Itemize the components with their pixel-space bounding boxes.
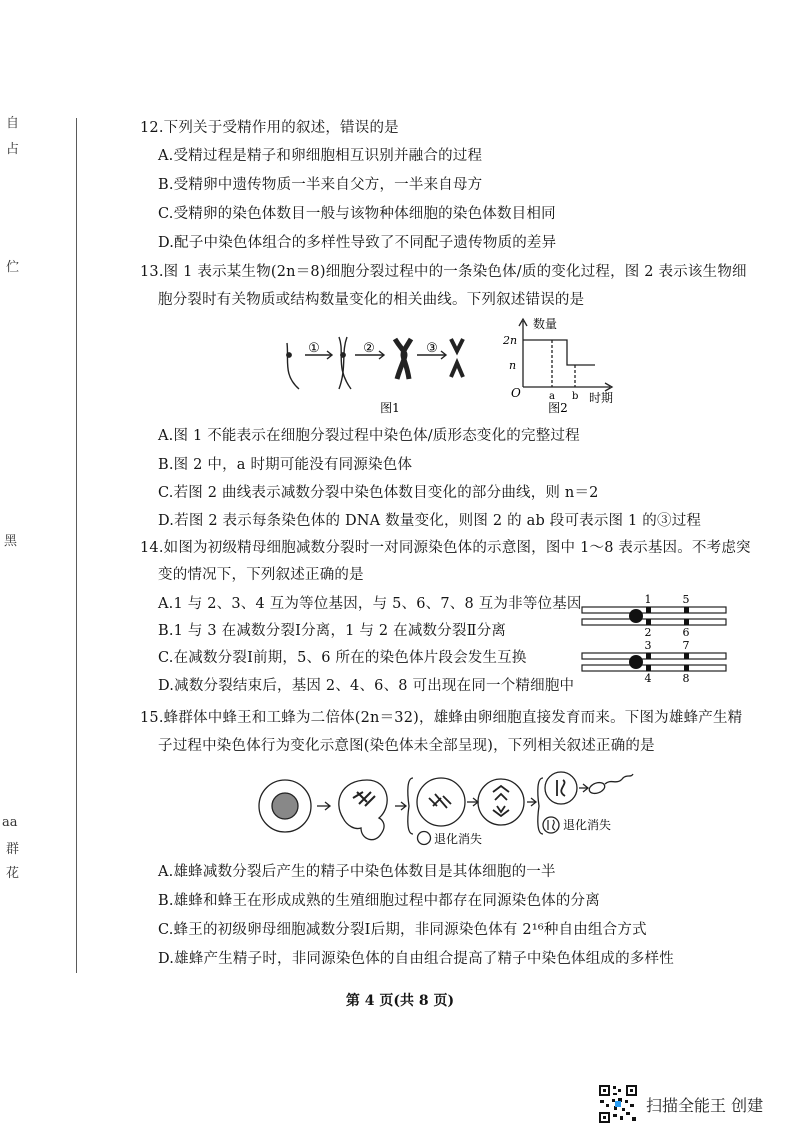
- chromatin-thread: [287, 343, 299, 389]
- nucleus: [272, 793, 298, 819]
- fig1-step-2: ②: [363, 341, 375, 356]
- fig2-tick-n: n: [509, 359, 517, 372]
- dividing-cell-with-bud: [339, 780, 387, 840]
- sperm-tail: [605, 774, 633, 784]
- q13-option-c: C.若图 2 曲线表示减数分裂中染色体数目变化的部分曲线，则 n＝2: [158, 485, 599, 501]
- fig1-caption: 图1: [380, 401, 400, 415]
- margin-char: 花: [6, 866, 20, 881]
- scanner-watermark: [598, 1084, 763, 1124]
- q14-option-d: D.减数分裂结束后，基因 2、4、6、8 可出现在同一个精细胞中: [158, 678, 575, 694]
- q13-stem-line1: 13.图 1 表示某生物(2n＝8)细胞分裂过程中的一条染色体/质的变化过程，图 2 表示该生物细: [140, 264, 747, 280]
- q12-option-d: D.配子中染色体组合的多样性导致了不同配子遗传物质的差异: [158, 235, 557, 251]
- gene-label-1: 1: [644, 593, 652, 606]
- q15-option-c: C.蜂王的初级卵母细胞减数分裂Ⅰ后期，非同源染色体有 2¹⁶种自由组合方式: [158, 922, 647, 938]
- fig1-step-3: ③: [426, 341, 438, 356]
- gene-label-4: 4: [644, 672, 652, 685]
- q14-option-a: A.1 与 2、3、4 互为等位基因，与 5、6、7、8 互为非等位基因: [158, 596, 582, 612]
- gene-label-7: 7: [682, 639, 690, 652]
- fig2-ylabel: 数量: [533, 317, 558, 331]
- fig2-xlabel: 时期: [589, 391, 614, 405]
- q13-option-d: D.若图 2 表示每条染色体的 DNA 数量变化，则图 2 的 ab 段可表示图 1 的③过程: [158, 513, 702, 529]
- chromosome-cluster: [353, 792, 375, 806]
- q15-stem-line2: 子过程中染色体行为变化示意图(染色体未全部呈现)，下列相关叙述正确的是: [158, 738, 655, 754]
- gene-label-3: 3: [644, 639, 652, 652]
- margin-char: 自: [6, 116, 20, 131]
- degenerate-label-1: 退化消失: [434, 832, 483, 846]
- chromatid-lower: [451, 363, 463, 377]
- spermatid-cell: [545, 772, 577, 804]
- centromere-upper: [629, 609, 643, 623]
- fig2-origin: O: [511, 386, 521, 400]
- q13-option-b: B.图 2 中，a 时期可能没有同源染色体: [158, 457, 413, 473]
- chromatid-1: [582, 607, 726, 613]
- qr-code-icon: [598, 1084, 638, 1124]
- q12-stem: 12.下列关于受精作用的叙述，错误的是: [140, 120, 399, 136]
- fig2-caption: 图2: [548, 401, 568, 415]
- q14-chromosome-figure: [580, 592, 730, 688]
- q12-option-b: B.受精卵中遗传物质一半来自父方，一半来自母方: [158, 177, 483, 193]
- chromatid-upper: [451, 339, 463, 351]
- degenerating-cell-2: [543, 817, 559, 833]
- gene-label-6: 6: [682, 626, 690, 639]
- q14-option-b: B.1 与 3 在减数分裂Ⅰ分离，1 与 2 在减数分裂Ⅱ分离: [158, 623, 507, 639]
- fig2-tick-a: a: [549, 391, 555, 402]
- margin-char: 群: [6, 842, 20, 857]
- chromatid-2: [582, 619, 726, 625]
- q13-option-a: A.图 1 不能表示在细胞分裂过程中染色体/质形态变化的完整过程: [158, 428, 580, 444]
- degenerate-label-2: 退化消失: [563, 818, 612, 832]
- margin-char: aa: [2, 815, 18, 830]
- gene-label-5: 5: [682, 593, 690, 606]
- fig2-tick-2n: 2n: [503, 334, 518, 347]
- fig2-tick-b: b: [572, 391, 579, 402]
- gene-label-8: 8: [682, 672, 690, 685]
- q15-option-d: D.雄蜂产生精子时，非同源染色体的自由组合提高了精子中染色体组成的多样性: [158, 951, 674, 967]
- degenerating-cell-1: [418, 832, 431, 845]
- q12-option-a: A.受精过程是精子和卵细胞相互识别并融合的过程: [158, 148, 483, 164]
- fig2-curve: [523, 340, 595, 365]
- q13-figures: [275, 315, 625, 420]
- chromatid-4: [582, 665, 726, 671]
- fig1-step-1: ①: [308, 341, 320, 356]
- q14-stem-line2: 变的情况下，下列叙述正确的是: [158, 567, 364, 583]
- chromatid-3: [582, 653, 726, 659]
- q14-stem-line1: 14.如图为初级精母细胞减数分裂时一对同源染色体的示意图，图中 1～8 表示基因。不考虑突: [140, 540, 751, 556]
- q12-option-c: C.受精卵的染色体数目一般与该物种体细胞的染色体数目相同: [158, 206, 556, 222]
- q15-option-a: A.雄蜂减数分裂后产生的精子中染色体数目是其体细胞的一半: [158, 864, 556, 880]
- q13-stem-line2: 胞分裂时有关物质或结构数量变化的相关曲线。下列叙述错误的是: [158, 292, 585, 308]
- margin-char: 占: [6, 142, 20, 157]
- binding-margin-line: [76, 118, 77, 973]
- page-number: 第 4 页(共 8 页): [345, 993, 455, 1009]
- q14-option-c: C.在减数分裂Ⅰ前期，5、6 所在的染色体片段会发生互换: [158, 650, 527, 666]
- q15-spermatogenesis-figure: [255, 762, 635, 854]
- margin-char: 伫: [6, 260, 20, 275]
- margin-char: 黑: [4, 534, 18, 549]
- sperm-head: [588, 781, 606, 796]
- gene-label-2: 2: [644, 626, 652, 639]
- q15-option-b: B.雄蜂和蜂王在形成成熟的生殖细胞过程中都存在同源染色体的分离: [158, 893, 600, 909]
- q15-stem-line1: 15.蜂群体中蜂王和工蜂为二倍体(2n＝32)，雄蜂由卵细胞直接发育而来。下图为雄蜂产生精: [140, 710, 743, 726]
- watermark-text: 扫描全能王 创建: [646, 1095, 764, 1115]
- centromere-lower: [629, 655, 643, 669]
